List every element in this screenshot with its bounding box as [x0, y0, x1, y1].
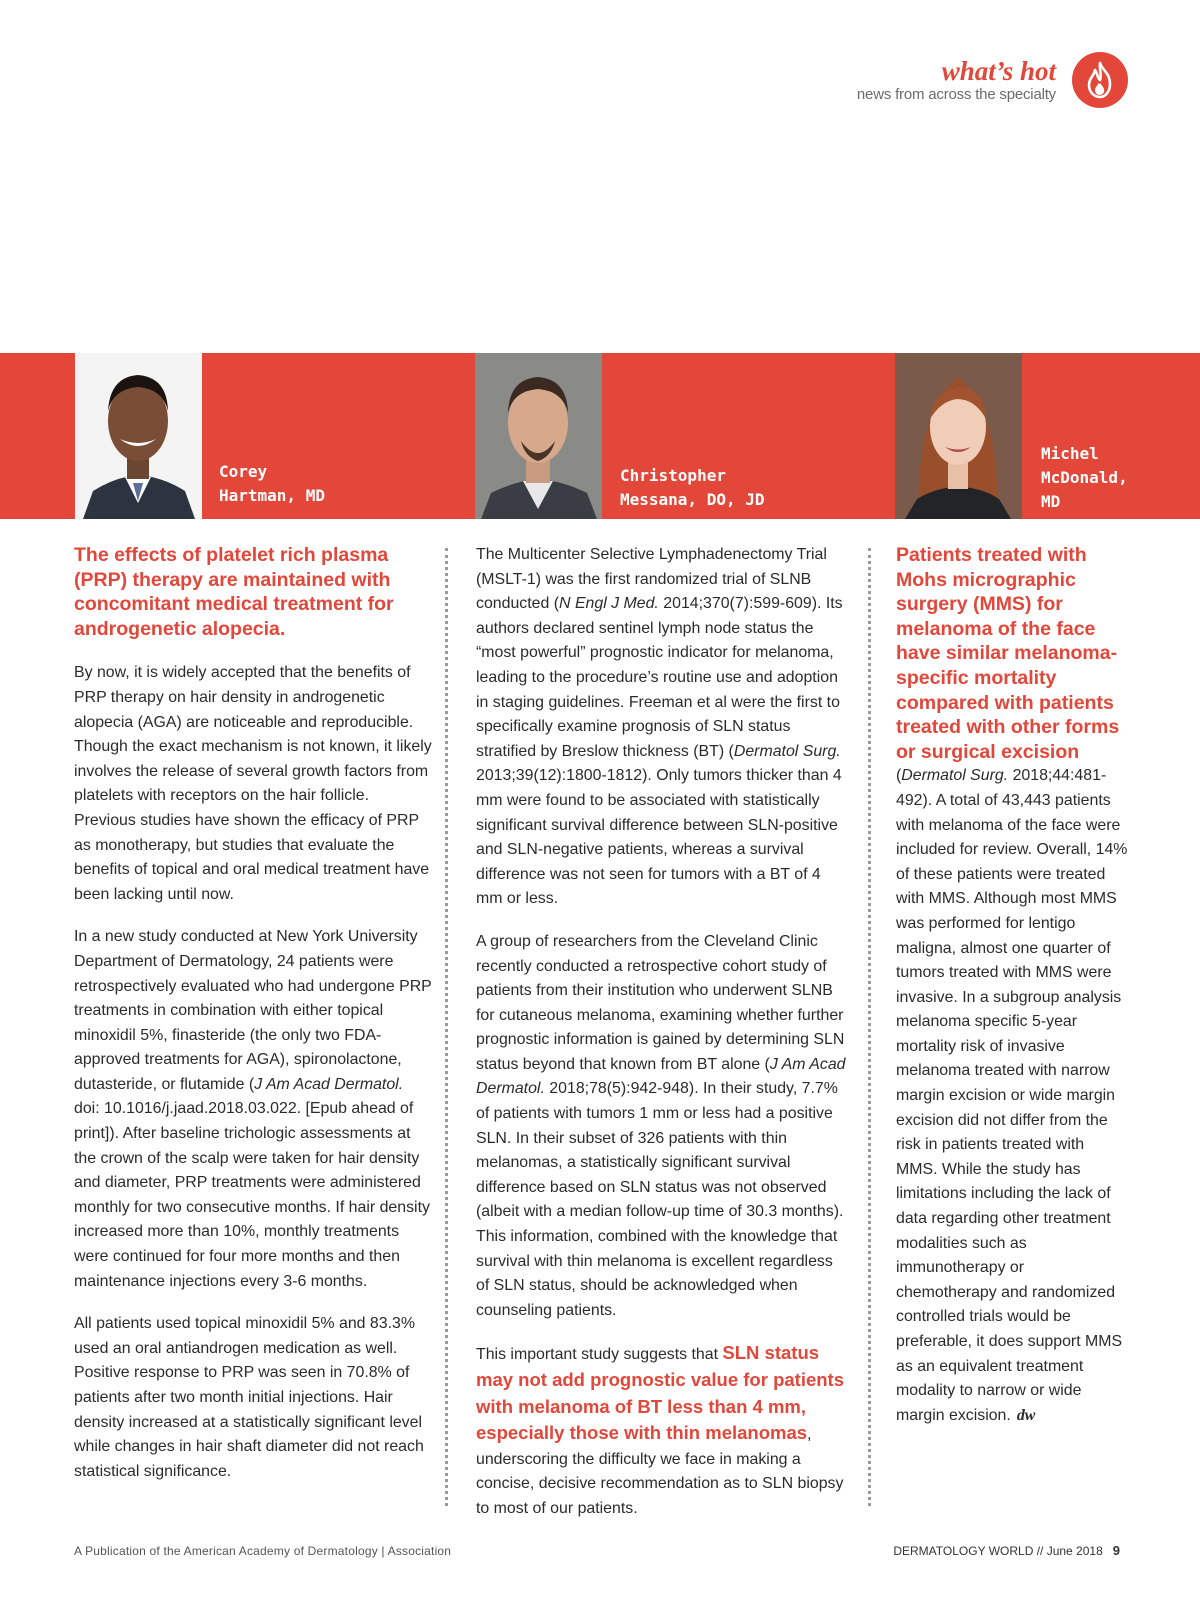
footer-issue	[893, 1543, 1120, 1558]
author-photo-messana	[475, 353, 602, 519]
author-name-messana	[620, 464, 765, 512]
footer-issue-text: DERMATOLOGY WORLD // June 2018	[893, 1544, 1103, 1558]
journal-citation: J Am Acad Dermatol.	[476, 1055, 846, 1098]
paragraph-text: A group of researchers from the Cleveland Clinic recently conducted a retrospective cohort study of patients from their institution who underwent SLNB for cutaneous melanoma, examining whether further prognostic information is gained by determining SLN status beyond that known from BT alone (	[476, 932, 845, 1073]
section-subtitle: news from across the specialty	[856, 86, 1056, 103]
journal-citation: J Am Acad Dermatol.	[254, 1075, 404, 1093]
author-photo-mcdonald	[895, 353, 1022, 519]
article-paragraph	[476, 543, 848, 912]
article-paragraph	[476, 930, 848, 1324]
author-portrait	[475, 353, 602, 519]
article-paragraph: All patients used topical minoxidil 5% and 83.3% used an oral antiandrogen medication as well. Positive response to PRP was seen in 70.8% of patients after two month initial injections. Hair density increased at a statistically significant level while changes in hair shaft diameter did not reach statistical significance.	[74, 1315, 424, 1480]
footer-publication: A Publication of the American Academy of Dermatology | Association	[74, 1544, 452, 1558]
paragraph-text: The Multicenter Selective Lymphadenectomy Trial (MSLT-1) was the first randomized trial of SLNB conducted (	[476, 546, 827, 613]
journal-citation: Dermatol Surg.	[733, 742, 841, 760]
section-title: what’s hot	[941, 56, 1056, 86]
article-column-mohs	[896, 543, 1128, 1446]
page-number: 9	[1112, 1543, 1120, 1558]
article-paragraph	[476, 1341, 848, 1521]
journal-citation: Dermatol Surg.	[901, 767, 1009, 785]
article-headline: The effects of platelet rich plasma (PRP) therapy are maintained with concomitant medical treatment for androgenetic alopecia.	[74, 544, 394, 640]
paragraph-text: 2018;78(5):942-948). In their study, 7.7% of patients with tumors 1 mm or less had a positive SLN. In their subset of 326 patients with thin melanomas, a statistically significant survival difference based on SLN status was not observed (albeit with a median follow-up time of 30.3 months). This information, combined with the knowledge that survival with thin melanoma is excellent regardless of SLN status, should be acknowledged when counseling patients.	[476, 1080, 844, 1319]
author-last-name: MD	[1041, 492, 1061, 511]
author-portrait	[75, 353, 202, 519]
flame-badge	[1072, 52, 1128, 108]
signoff-mark: dw	[1016, 1406, 1036, 1424]
paragraph-text: doi: 10.1016/j.jaad.2018.03.022. [Epub ahead of print]). After baseline trichologic assessments at the crown of the scalp were taken for hair density and diameter, PRP treatments were administered monthly for two consecutive months. If hair density increased more than 10%, monthly treatments were continued for four more months and then maintenance injections every 3-6 months.	[74, 1100, 430, 1290]
author-last-name: Messana, DO, JD	[620, 490, 765, 509]
section-header	[857, 52, 1128, 108]
article-headline: Patients treated with Mohs micrographic surgery (MMS) for melanoma of the face have similar melanoma-specific mortality compared with patients treated with other forms or surgical excision	[896, 544, 1120, 763]
author-first-name: Corey	[219, 462, 268, 481]
article-paragraph	[896, 764, 1128, 1428]
article-column-prp	[74, 543, 432, 1502]
paragraph-text: In a new study conducted at New York University Department of Dermatology, 24 patients were retrospectively evaluated who had undergone PRP treatments in combination with either topical minoxidil 5%, finasteride (the only two FDA-approved treatments for AGA), spironolactone, dutasteride, or flutamide (	[74, 928, 432, 1093]
header-text	[857, 56, 1056, 104]
article-paragraph	[74, 925, 432, 1294]
author-first-name: Michel	[1041, 444, 1099, 463]
paragraph-text: 2014;370(7):599-609). Its authors declared sentinel lymph node status the “most powerful” prognostic indicator for melanoma, leading to the procedure’s routine use and adoption in staging guidelines. Freeman et al were the first to specifically examine prognosis of SLN status stratified by Breslow thickness (BT) (	[476, 595, 843, 760]
paragraph-text: 2018;44:481-492). A total of 43,443 patients with melanoma of the face were included for review. Overall, 14% of these patients were treated with MMS. Although most MMS was performed for lentigo maligna, almost one quarter of tumors treated with MMS were invasive. In a subgroup analysis melanoma specific 5-year mortality risk of invasive melanoma treated with narrow margin excision or wide margin excision did not differ from the risk in patients treated with MMS. While the study has limitations including the lack of data regarding other treatment modalities such as immunotherapy or chemotherapy and randomized controlled trials would be preferable, it does support MMS as an equivalent treatment modality to narrow or wide margin excision.	[896, 767, 1128, 1424]
journal-citation: N Engl J Med.	[559, 595, 659, 613]
highlighted-text: SLN status may not add prognostic value for patients with melanoma of BT less than 4 mm, especially those with thin melanomas	[476, 1342, 844, 1444]
author-photo-hartman	[75, 353, 202, 519]
author-name-hartman	[219, 460, 325, 508]
flame-icon	[1083, 61, 1117, 99]
column-divider	[868, 548, 871, 1506]
column-divider	[445, 548, 448, 1506]
paragraph-text: 2013;39(12):1800-1812). Only tumors thicker than 4 mm were found to be associated with statistically significant survival difference between SLN-positive and SLN-negative patients, whereas a survival difference was not seen for tumors with a BT of 4 mm or less.	[476, 767, 842, 908]
article-paragraph: By now, it is widely accepted that the benefits of PRP therapy on hair density in androgenetic alopecia (AGA) are noticeable and reproducible. Though the exact mechanism is not known, it likely involves the release of several growth factors from platelets with receptors on the hair follicle. Previous studies have shown the efficacy of PRP as monotherapy, but studies that evaluate the benefits of topical and oral medical treatment have been lacking until now.	[74, 664, 432, 903]
author-first-name: Christopher	[620, 466, 726, 485]
paragraph-text: This important study suggests that	[476, 1346, 723, 1364]
author-last-name: Hartman, MD	[219, 486, 325, 505]
paragraph-text: (	[896, 767, 902, 785]
paragraph-text: , underscoring the difficulty we face in making a concise, decisive recommendation as to SLN biopsy to most of our patients.	[476, 1426, 844, 1517]
author-middle-name: McDonald,	[1041, 468, 1128, 487]
author-portrait	[895, 353, 1022, 519]
article-column-sln	[476, 543, 848, 1540]
author-name-mcdonald	[1041, 442, 1128, 514]
